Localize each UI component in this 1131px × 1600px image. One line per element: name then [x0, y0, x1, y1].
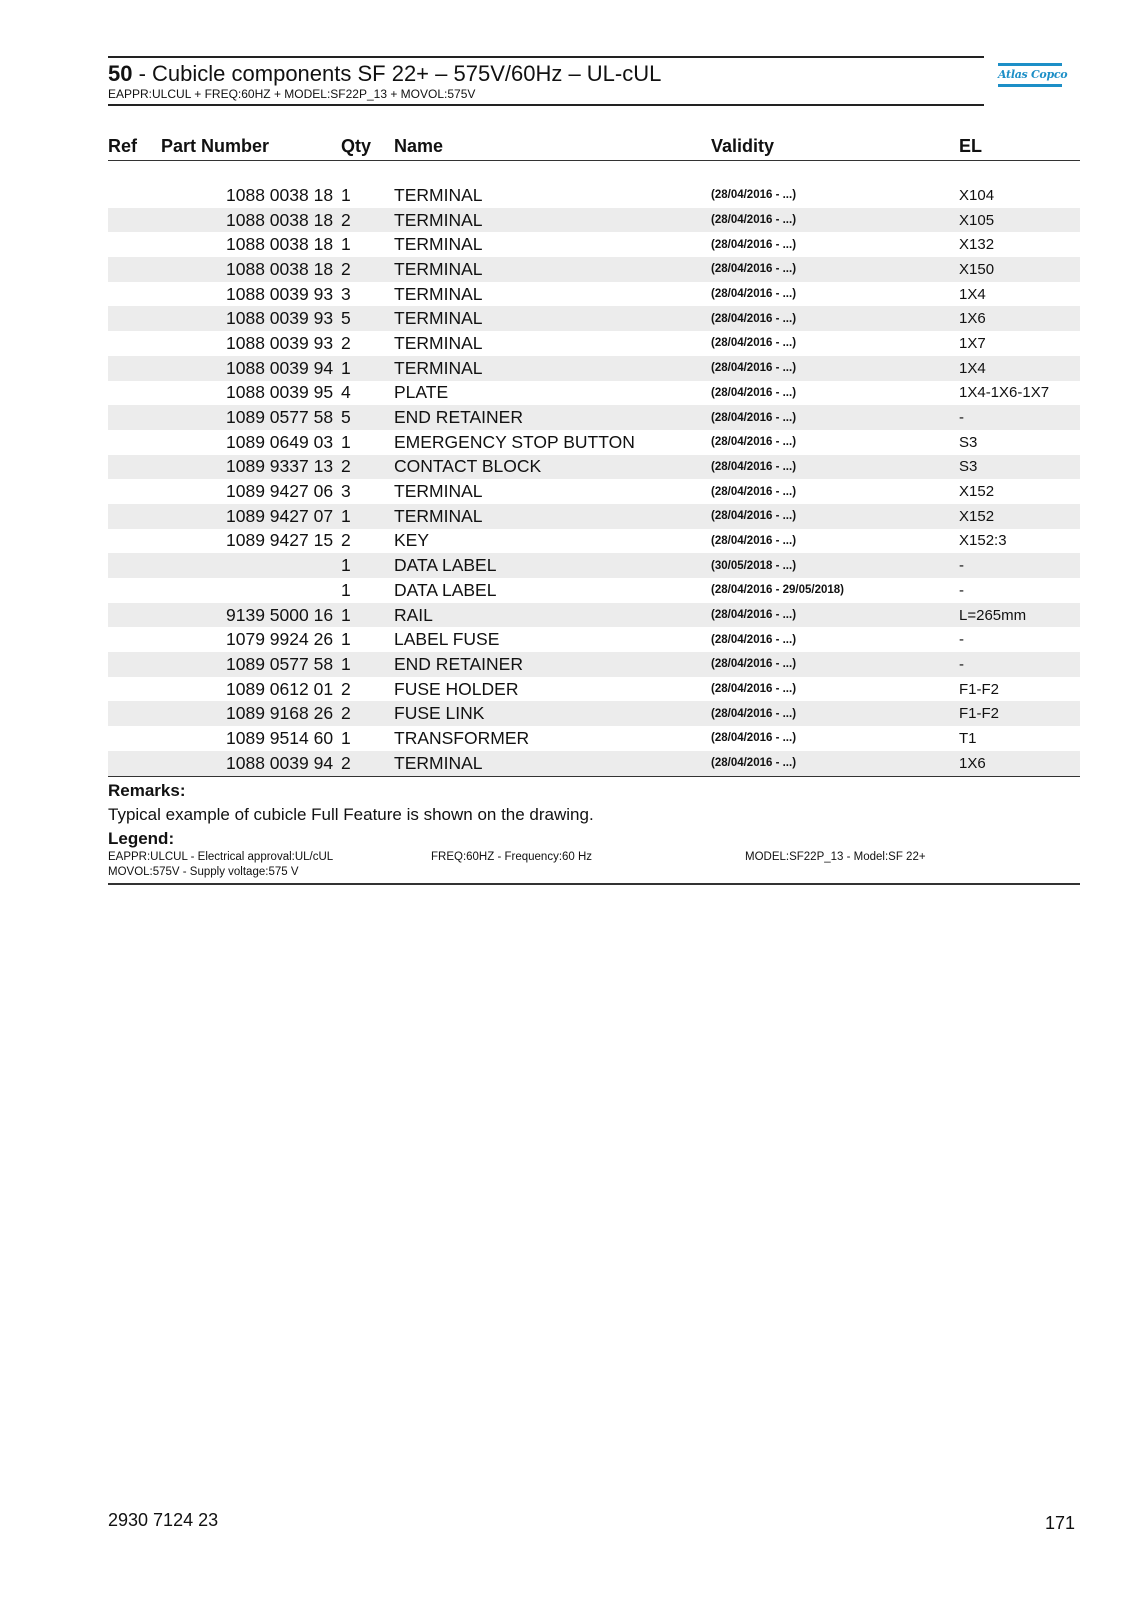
cell-el: S3 [959, 455, 1080, 480]
cell-validity: (28/04/2016 - ...) [711, 603, 959, 628]
table-row [108, 183, 1080, 208]
cell-part-number: 1079 9924 26 [161, 627, 341, 652]
cell-el: X150 [959, 257, 1080, 282]
cell-part-number: 1088 0039 93 [161, 282, 341, 307]
cell-qty: 1 [341, 356, 394, 381]
cell-validity: (28/04/2016 - ...) [711, 356, 959, 381]
cell-part-number: 1088 0039 93 [161, 331, 341, 356]
cell-validity: (28/04/2016 - ...) [711, 208, 959, 233]
table-row [108, 652, 1080, 677]
cell-el: - [959, 405, 1080, 430]
cell-part-number: 1088 0039 93 [161, 306, 341, 331]
atlas-copco-logo [998, 63, 1068, 94]
cell-validity: (28/04/2016 - ...) [711, 726, 959, 751]
cell-part-number [161, 553, 341, 578]
page-number: 171 [1044, 1513, 1075, 1533]
column-header-qty: Qty [341, 130, 394, 161]
cell-qty: 2 [341, 529, 394, 554]
cell-el: X104 [959, 183, 1080, 208]
cell-el: 1X4 [959, 282, 1080, 307]
cell-el: S3 [959, 430, 1080, 455]
table-row [108, 208, 1080, 233]
legend-item-eappr: EAPPR:ULCUL - Electrical approval:UL/cUL [108, 851, 334, 863]
cell-ref [108, 751, 161, 776]
table-row [108, 430, 1080, 455]
cell-part-number: 1088 0038 18 [161, 257, 341, 282]
cell-ref [108, 677, 161, 702]
section-number: 50 [108, 61, 133, 86]
table-row [108, 603, 1080, 628]
cell-part-number: 1089 0649 03 [161, 430, 341, 455]
table-row [108, 405, 1080, 430]
cell-ref [108, 232, 161, 257]
table-row [108, 701, 1080, 726]
cell-el: L=265mm [959, 603, 1080, 628]
remarks-section [108, 780, 1080, 885]
cell-ref [108, 356, 161, 381]
cell-el: 1X6 [959, 306, 1080, 331]
cell-el: F1-F2 [959, 677, 1080, 702]
cell-qty: 1 [341, 627, 394, 652]
cell-part-number: 1089 9427 15 [161, 529, 341, 554]
cell-el: T1 [959, 726, 1080, 751]
table-row [108, 726, 1080, 751]
table-row [108, 356, 1080, 381]
cell-ref [108, 553, 161, 578]
cell-validity: (28/04/2016 - ...) [711, 701, 959, 726]
cell-name: DATA LABEL [394, 553, 711, 578]
cell-validity: (28/04/2016 - ...) [711, 183, 959, 208]
cell-validity: (28/04/2016 - ...) [711, 381, 959, 406]
legend-heading: Legend: [108, 829, 175, 848]
table-row [108, 455, 1080, 480]
table-row [108, 751, 1080, 776]
cell-part-number: 1089 0577 58 [161, 652, 341, 677]
cell-validity: (28/04/2016 - ...) [711, 331, 959, 356]
cell-part-number: 1088 0038 18 [161, 183, 341, 208]
cell-ref [108, 208, 161, 233]
cell-validity: (28/04/2016 - ...) [711, 306, 959, 331]
cell-name: LABEL FUSE [394, 627, 711, 652]
cell-ref [108, 652, 161, 677]
cell-ref [108, 479, 161, 504]
cell-name: TERMINAL [394, 208, 711, 233]
cell-name: TERMINAL [394, 479, 711, 504]
header-bottom-rule [108, 104, 984, 106]
cell-qty: 1 [341, 652, 394, 677]
cell-qty: 5 [341, 306, 394, 331]
column-header-part-number: Part Number [161, 130, 341, 161]
cell-qty: 3 [341, 282, 394, 307]
cell-validity: (28/04/2016 - ...) [711, 282, 959, 307]
column-header-el: EL [959, 130, 1080, 161]
cell-validity: (28/04/2016 - ...) [711, 479, 959, 504]
cell-ref [108, 504, 161, 529]
cell-validity: (28/04/2016 - 29/05/2018) [711, 578, 959, 603]
parts-table-body [108, 161, 1080, 777]
cell-ref [108, 455, 161, 480]
table-row [108, 627, 1080, 652]
legend-row-1 [108, 850, 1080, 865]
cell-name: TERMINAL [394, 232, 711, 257]
cell-validity: (28/04/2016 - ...) [711, 455, 959, 480]
cell-part-number: 1088 0039 94 [161, 751, 341, 776]
table-row [108, 331, 1080, 356]
parts-table [108, 130, 1080, 777]
cell-name: FUSE LINK [394, 701, 711, 726]
table-row [108, 257, 1080, 282]
cell-validity: (28/04/2016 - ...) [711, 232, 959, 257]
legend-item-freq: FREQ:60HZ - Frequency:60 Hz [431, 851, 593, 863]
cell-ref [108, 726, 161, 751]
table-row [108, 677, 1080, 702]
table-row [108, 553, 1080, 578]
cell-name: TERMINAL [394, 504, 711, 529]
table-spacer-row [108, 161, 1080, 184]
cell-qty: 2 [341, 751, 394, 776]
cell-ref [108, 183, 161, 208]
cell-qty: 2 [341, 257, 394, 282]
cell-el: X132 [959, 232, 1080, 257]
cell-el: 1X4-1X6-1X7 [959, 381, 1080, 406]
cell-ref [108, 603, 161, 628]
cell-ref [108, 430, 161, 455]
cell-el: X152 [959, 504, 1080, 529]
cell-qty: 1 [341, 553, 394, 578]
cell-ref [108, 257, 161, 282]
table-header-row [108, 130, 1080, 161]
cell-name: KEY [394, 529, 711, 554]
cell-part-number [161, 578, 341, 603]
cell-qty: 1 [341, 603, 394, 628]
cell-el: 1X6 [959, 751, 1080, 776]
cell-ref [108, 381, 161, 406]
cell-el: X152:3 [959, 529, 1080, 554]
cell-qty: 1 [341, 232, 394, 257]
cell-name: TERMINAL [394, 257, 711, 282]
cell-validity: (28/04/2016 - ...) [711, 627, 959, 652]
cell-part-number: 1088 0039 94 [161, 356, 341, 381]
section-title: - Cubicle components SF 22+ – 575V/60Hz – UL-cUL [132, 61, 662, 86]
cell-el: - [959, 652, 1080, 677]
logo-text: Atlas Copco [998, 68, 1068, 81]
cell-validity: (28/04/2016 - ...) [711, 405, 959, 430]
cell-ref [108, 282, 161, 307]
cell-part-number: 1089 9427 07 [161, 504, 341, 529]
table-row [108, 282, 1080, 307]
cell-el: - [959, 553, 1080, 578]
cell-part-number: 1089 0577 58 [161, 405, 341, 430]
remarks-heading: Remarks: [108, 781, 186, 800]
cell-ref [108, 529, 161, 554]
page-subtitle: EAPPR:ULCUL + FREQ:60HZ + MODEL:SF22P_13 + MOVOL:575V [108, 87, 476, 101]
cell-name: TERMINAL [394, 306, 711, 331]
cell-part-number: 1088 0038 18 [161, 232, 341, 257]
cell-validity: (28/04/2016 - ...) [711, 504, 959, 529]
legend-item-movol: MOVOL:575V - Supply voltage:575 V [108, 866, 299, 878]
cell-name: EMERGENCY STOP BUTTON [394, 430, 711, 455]
remarks-text: Typical example of cubicle Full Feature is shown on the drawing. [108, 805, 594, 824]
document-number: 2930 7124 23 [108, 1510, 219, 1530]
cell-ref [108, 578, 161, 603]
page-header [108, 56, 984, 106]
header-top-rule [108, 56, 984, 58]
cell-qty: 2 [341, 701, 394, 726]
cell-validity: (28/04/2016 - ...) [711, 430, 959, 455]
page-title [108, 61, 984, 87]
cell-part-number: 9139 5000 16 [161, 603, 341, 628]
cell-ref [108, 331, 161, 356]
cell-name: FUSE HOLDER [394, 677, 711, 702]
table-row [108, 306, 1080, 331]
cell-ref [108, 701, 161, 726]
cell-part-number: 1088 0038 18 [161, 208, 341, 233]
cell-name: TRANSFORMER [394, 726, 711, 751]
cell-ref [108, 306, 161, 331]
column-header-name: Name [394, 130, 711, 161]
cell-part-number: 1089 9337 13 [161, 455, 341, 480]
cell-qty: 2 [341, 331, 394, 356]
cell-qty: 5 [341, 405, 394, 430]
legend-item-model: MODEL:SF22P_13 - Model:SF 22+ [745, 851, 926, 863]
table-row [108, 381, 1080, 406]
cell-el: - [959, 578, 1080, 603]
cell-qty: 1 [341, 578, 394, 603]
column-header-ref: Ref [108, 130, 161, 161]
cell-qty: 2 [341, 455, 394, 480]
cell-validity: (28/04/2016 - ...) [711, 677, 959, 702]
cell-qty: 1 [341, 430, 394, 455]
cell-qty: 1 [341, 726, 394, 751]
cell-validity: (28/04/2016 - ...) [711, 652, 959, 677]
cell-validity: (30/05/2018 - ...) [711, 553, 959, 578]
cell-name: TERMINAL [394, 751, 711, 776]
cell-ref [108, 405, 161, 430]
cell-el: 1X4 [959, 356, 1080, 381]
cell-name: RAIL [394, 603, 711, 628]
legend-row-2 [108, 865, 1080, 880]
cell-name: TERMINAL [394, 282, 711, 307]
cell-qty: 4 [341, 381, 394, 406]
cell-name: TERMINAL [394, 183, 711, 208]
table-row [108, 232, 1080, 257]
cell-ref [108, 627, 161, 652]
table-row [108, 578, 1080, 603]
cell-qty: 1 [341, 183, 394, 208]
cell-name: TERMINAL [394, 356, 711, 381]
cell-part-number: 1089 9514 60 [161, 726, 341, 751]
cell-qty: 3 [341, 479, 394, 504]
cell-el: X105 [959, 208, 1080, 233]
cell-part-number: 1089 9427 06 [161, 479, 341, 504]
cell-el: - [959, 627, 1080, 652]
cell-part-number: 1088 0039 95 [161, 381, 341, 406]
cell-validity: (28/04/2016 - ...) [711, 751, 959, 776]
cell-el: 1X7 [959, 331, 1080, 356]
cell-el: X152 [959, 479, 1080, 504]
cell-name: PLATE [394, 381, 711, 406]
cell-name: END RETAINER [394, 652, 711, 677]
cell-validity: (28/04/2016 - ...) [711, 529, 959, 554]
cell-el: F1-F2 [959, 701, 1080, 726]
legend-bottom-rule [108, 883, 1080, 885]
cell-part-number: 1089 9168 26 [161, 701, 341, 726]
table-row [108, 529, 1080, 554]
cell-name: DATA LABEL [394, 578, 711, 603]
cell-qty: 2 [341, 208, 394, 233]
column-header-validity: Validity [711, 130, 959, 161]
table-row [108, 479, 1080, 504]
cell-name: CONTACT BLOCK [394, 455, 711, 480]
cell-qty: 1 [341, 504, 394, 529]
cell-part-number: 1089 0612 01 [161, 677, 341, 702]
cell-name: END RETAINER [394, 405, 711, 430]
cell-validity: (28/04/2016 - ...) [711, 257, 959, 282]
table-row [108, 504, 1080, 529]
cell-qty: 2 [341, 677, 394, 702]
cell-name: TERMINAL [394, 331, 711, 356]
logo-bar-bottom [998, 84, 1062, 87]
